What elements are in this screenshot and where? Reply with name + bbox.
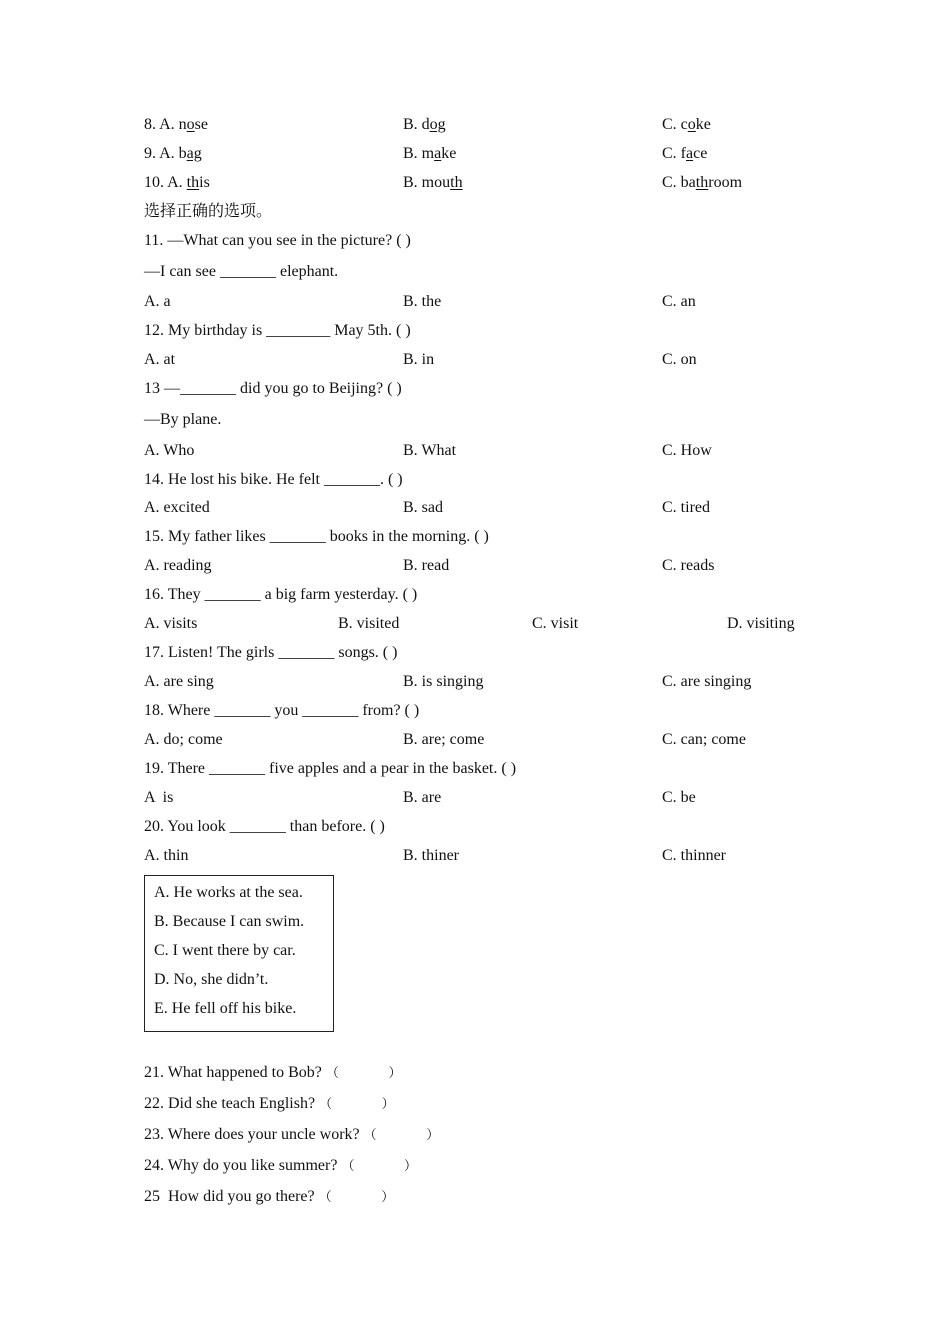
- answer-option-d: D. No, she didn’t.: [154, 971, 269, 988]
- answer-option-e: E. He fell off his bike.: [154, 1000, 297, 1017]
- q13-option-c: C. How: [662, 442, 712, 459]
- q23-answer-blank[interactable]: （ ）: [363, 1128, 440, 1143]
- q10-option-a: 10. A. this: [144, 174, 210, 191]
- question-16-options: [144, 613, 824, 635]
- q8-option-a: 8. A. nose: [144, 116, 208, 133]
- q25-text: 25 How did you go there?: [144, 1188, 315, 1205]
- q13-option-a: A. Who: [144, 442, 195, 459]
- q12-option-c: C. on: [662, 351, 697, 368]
- q20-option-b: B. thiner: [403, 847, 459, 864]
- q16-option-b: B. visited: [338, 615, 400, 632]
- q24-answer-blank[interactable]: （ ）: [341, 1159, 418, 1174]
- question-12-options: [144, 349, 824, 371]
- q10-option-b: B. mouth: [403, 174, 463, 191]
- question-13-options: [144, 440, 824, 462]
- q18-option-a: A. do; come: [144, 731, 223, 748]
- q16-option-d: D. visiting: [727, 615, 795, 632]
- question-19-stem: 19. There _______ five apples and a pear in the basket. ( ): [144, 760, 517, 777]
- q24-text: 24. Why do you like summer?: [144, 1157, 338, 1174]
- question-11-reply: —I can see _______ elephant.: [144, 263, 339, 280]
- question-11-options: [144, 291, 824, 313]
- question-15-options: [144, 555, 824, 577]
- q9-option-b: B. make: [403, 145, 457, 162]
- question-12-stem: 12. My birthday is ________ May 5th. ( ): [144, 322, 411, 339]
- question-19-options: [144, 787, 824, 809]
- q16-option-a: A. visits: [144, 615, 198, 632]
- q11-option-b: B. the: [403, 293, 442, 310]
- question-13-reply: —By plane.: [144, 411, 222, 428]
- question-17-options: [144, 671, 824, 693]
- q18-option-c: C. can; come: [662, 731, 746, 748]
- q12-option-a: A. at: [144, 351, 176, 368]
- matching-question-21: [144, 1062, 401, 1084]
- q15-option-c: C. reads: [662, 557, 715, 574]
- q15-option-a: A. reading: [144, 557, 212, 574]
- matching-question-22: [144, 1093, 395, 1115]
- question-9-row: [144, 143, 824, 165]
- question-10-row: [144, 172, 824, 194]
- q16-option-c: C. visit: [532, 615, 579, 632]
- q8-option-b: B. dog: [403, 116, 446, 133]
- q21-answer-blank[interactable]: （ ）: [325, 1066, 402, 1081]
- q19-option-a: A is: [144, 789, 174, 806]
- q18-option-b: B. are; come: [403, 731, 485, 748]
- question-18-options: [144, 729, 824, 751]
- question-14-stem: 14. He lost his bike. He felt _______. ( ): [144, 471, 403, 488]
- matching-question-25: [144, 1186, 394, 1208]
- question-18-stem: 18. Where _______ you _______ from? ( ): [144, 702, 420, 719]
- q15-option-b: B. read: [403, 557, 450, 574]
- q22-answer-blank[interactable]: （ ）: [319, 1097, 395, 1112]
- question-20-stem: 20. You look _______ than before. ( ): [144, 818, 385, 835]
- q19-option-b: B. are: [403, 789, 442, 806]
- q20-option-a: A. thin: [144, 847, 189, 864]
- answer-option-b: B. Because I can swim.: [154, 913, 305, 930]
- matching-question-23: [144, 1124, 439, 1146]
- q14-option-c: C. tired: [662, 499, 710, 516]
- q20-option-c: C. thinner: [662, 847, 726, 864]
- matching-question-24: [144, 1155, 417, 1177]
- question-16-stem: 16. They _______ a big farm yesterday. ( ): [144, 586, 418, 603]
- q23-text: 23. Where does your uncle work?: [144, 1126, 360, 1143]
- q9-option-c: C. face: [662, 145, 708, 162]
- q21-text: 21. What happened to Bob?: [144, 1064, 322, 1081]
- q10-option-c: C. bathroom: [662, 174, 743, 191]
- question-17-stem: 17. Listen! The girls _______ songs. ( ): [144, 644, 398, 661]
- q8-option-c: C. coke: [662, 116, 711, 133]
- q9-option-a: 9. A. bag: [144, 145, 202, 162]
- answer-option-a: A. He works at the sea.: [154, 884, 303, 901]
- q14-option-a: A. excited: [144, 499, 210, 516]
- question-20-options: [144, 845, 824, 867]
- q11-option-a: A. a: [144, 293, 171, 310]
- q25-answer-blank[interactable]: （ ）: [318, 1190, 395, 1205]
- q13-option-b: B. What: [403, 442, 457, 459]
- answer-option-c: C. I went there by car.: [154, 942, 296, 959]
- q12-option-b: B. in: [403, 351, 435, 368]
- section-heading: 选择正确的选项。: [144, 203, 273, 220]
- q17-option-c: C. are singing: [662, 673, 752, 690]
- q17-option-a: A. are sing: [144, 673, 214, 690]
- q14-option-b: B. sad: [403, 499, 443, 516]
- question-13-stem: 13 —_______ did you go to Beijing? ( ): [144, 380, 402, 397]
- q22-text: 22. Did she teach English?: [144, 1095, 316, 1112]
- question-15-stem: 15. My father likes _______ books in the morning. ( ): [144, 528, 489, 545]
- question-8-row: [144, 114, 824, 136]
- question-11-stem: 11. —What can you see in the picture? ( ): [144, 232, 411, 249]
- answer-options-box: [144, 875, 334, 1032]
- question-14-options: [144, 497, 824, 519]
- q19-option-c: C. be: [662, 789, 696, 806]
- q17-option-b: B. is singing: [403, 673, 484, 690]
- q11-option-c: C. an: [662, 293, 696, 310]
